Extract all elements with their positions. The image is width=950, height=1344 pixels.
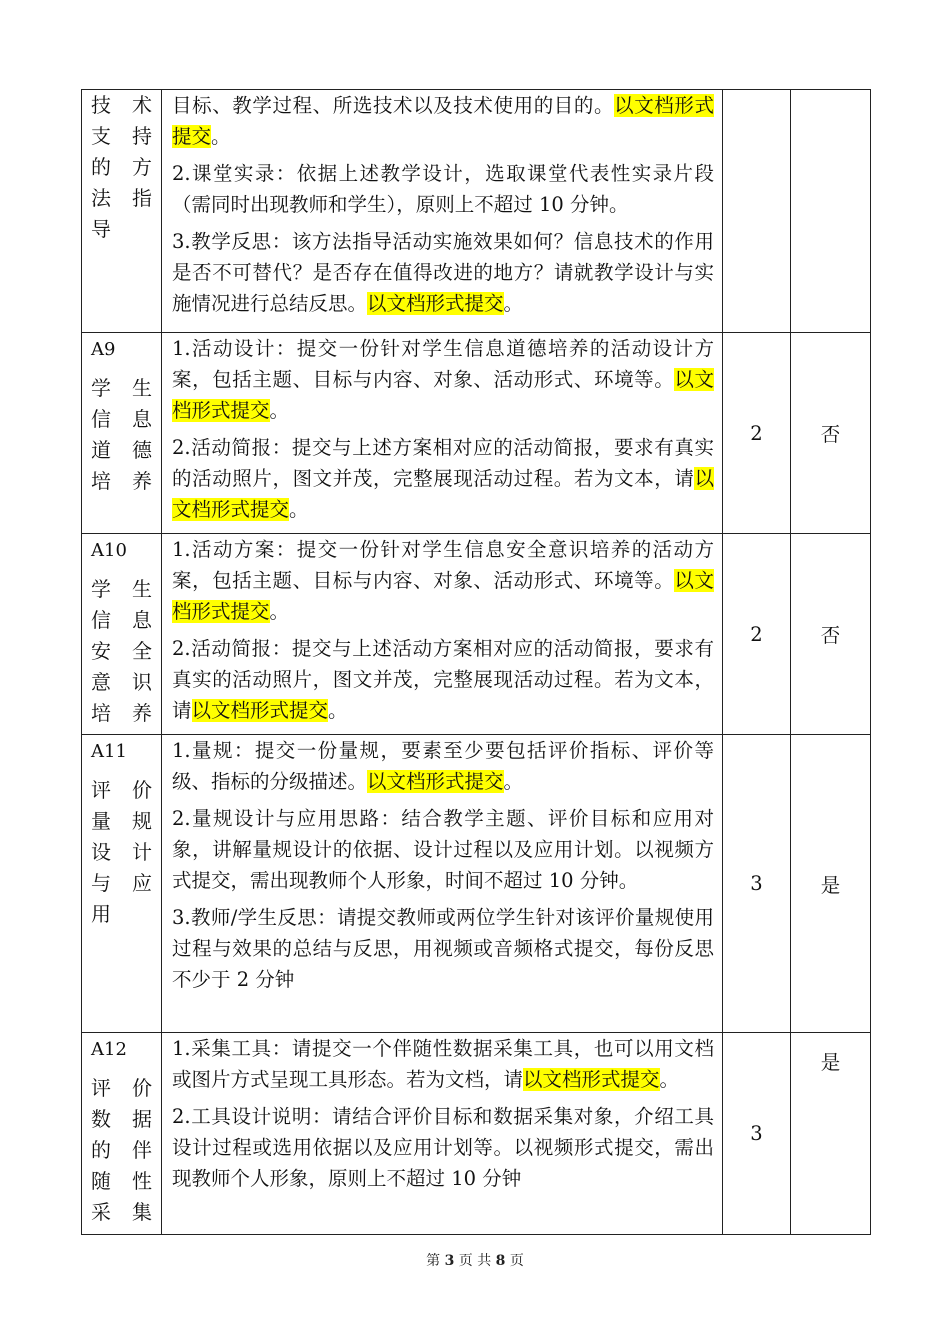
requirement-text: 3.教学反思：该方法指导活动实施效果如何？信息技术的作用是否不可替代？是否存在值得改进的地方？请就教学设计与实施情况进行总结反思。 xyxy=(172,230,714,315)
highlighted-submit-note: 以文档形式提交 xyxy=(367,292,504,315)
highlighted-submit-note: 以文档形式提交 xyxy=(523,1068,660,1091)
requirement-tail: 。 xyxy=(211,125,231,148)
requirement-tail: 。 xyxy=(289,498,309,521)
footer-middle: 页 共 xyxy=(458,1253,492,1269)
score-cell: 2 xyxy=(723,534,791,735)
highlighted-submit-note: 以文档形式提交 xyxy=(172,569,714,623)
category-cell xyxy=(82,1033,162,1235)
category-cell xyxy=(82,735,162,1033)
score-cell: 2 xyxy=(723,333,791,534)
requirements-cell xyxy=(162,1033,723,1235)
requirement-paragraph xyxy=(162,432,722,525)
requirement-paragraph xyxy=(162,90,722,152)
table-row xyxy=(82,534,871,735)
table-row xyxy=(82,90,871,333)
requirement-text: 2.量规设计与应用思路：结合教学主题、评价目标和应用对象，讲解量规设计的依据、设计过程以及应用计划。以视频方式提交，需出现教师个人形象，时间不超过 10 分钟。 xyxy=(172,807,714,892)
requirement-tail: 。 xyxy=(269,399,290,422)
page-footer xyxy=(0,1250,950,1270)
required-cell: 是 xyxy=(791,735,871,1033)
item-category: 技 术 支 持 的 方 法 指 导 xyxy=(91,93,152,241)
requirements-table xyxy=(81,89,871,1235)
requirement-paragraph xyxy=(162,534,722,627)
highlighted-submit-note: 以文档形式提交 xyxy=(172,94,714,148)
category-cell xyxy=(82,534,162,735)
score-cell xyxy=(723,90,791,333)
requirement-tail: 。 xyxy=(269,600,290,623)
requirement-paragraph xyxy=(162,1101,722,1194)
footer-current-page: 3 xyxy=(444,1253,455,1269)
requirement-paragraph xyxy=(162,902,722,995)
category-cell xyxy=(82,333,162,534)
requirements-cell xyxy=(162,333,723,534)
category-cell xyxy=(82,90,162,333)
item-code: A12 xyxy=(91,1039,127,1060)
requirement-text: 2.工具设计说明：请结合评价目标和数据采集对象，介绍工具设计过程或选用依据以及应用计划等。以视频形式提交，需出现教师个人形象，原则上不超过 10 分钟 xyxy=(172,1105,714,1190)
item-category: 学 生 信 息 安 全 意 识 培养 xyxy=(91,577,152,725)
item-code: A10 xyxy=(91,540,127,561)
requirement-text: 3.教师/学生反思：请提交教师或两位学生针对该评价量规使用过程与效果的总结与反思，用视频或音频格式提交，每份反思不少于 2 分钟 xyxy=(172,906,714,991)
requirements-cell xyxy=(162,90,723,333)
requirement-paragraph xyxy=(162,1033,722,1095)
requirement-paragraph xyxy=(162,226,722,319)
footer-prefix: 第 xyxy=(426,1253,441,1269)
requirements-cell xyxy=(162,735,723,1033)
table-row xyxy=(82,333,871,534)
requirement-tail: 。 xyxy=(328,699,348,722)
highlighted-submit-note: 以文档形式提交 xyxy=(367,770,504,793)
score-cell: 3 xyxy=(723,735,791,1033)
requirement-text: 1.活动方案：提交一份针对学生信息安全意识培养的活动方案，包括主题、目标与内容、对象、活动形式、环境等。 xyxy=(172,538,714,592)
table-body xyxy=(82,90,871,1235)
requirement-text: 2.课堂实录：依据上述教学设计，选取课堂代表性实录片段（需同时出现教师和学生），原则上不超过 10 分钟。 xyxy=(172,162,714,216)
requirement-tail: 。 xyxy=(659,1068,680,1091)
item-code: A11 xyxy=(91,741,127,762)
requirement-paragraph xyxy=(162,633,722,726)
required-cell: 否 xyxy=(791,534,871,735)
required-cell: 否 xyxy=(791,333,871,534)
highlighted-submit-note: 以文档形式提交 xyxy=(191,699,329,722)
requirement-text: 1.量规：提交一份量规，要素至少要包括评价指标、评价等级、指标的分级描述。 xyxy=(172,739,714,793)
footer-total-pages: 8 xyxy=(495,1253,506,1269)
requirement-paragraph xyxy=(162,158,722,220)
required-cell: 是 xyxy=(791,1033,871,1235)
requirements-cell xyxy=(162,534,723,735)
table-row xyxy=(82,1033,871,1235)
table-row xyxy=(82,735,871,1033)
score-cell: 3 xyxy=(723,1033,791,1235)
requirement-tail: 。 xyxy=(503,770,524,793)
requirement-text: 1.采集工具：请提交一个伴随性数据采集工具，也可以用文档或图片方式呈现工具形态。若为文档，请 xyxy=(172,1037,714,1091)
item-category: 评 价 数 据 的 伴 随 性 采集 xyxy=(91,1076,152,1224)
requirement-text: 2.活动简报：提交与上述方案相对应的活动简报，要求有真实的活动照片，图文并茂，完整展现活动过程。若为文本，请 xyxy=(172,436,714,490)
footer-suffix: 页 xyxy=(509,1253,524,1269)
requirement-text: 2.活动简报：提交与上述活动方案相对应的活动简报，要求有真实的活动照片，图文并茂，完整展现活动过程。若为文本，请 xyxy=(172,637,714,722)
requirement-text: 1.活动设计：提交一份针对学生信息道德培养的活动设计方案，包括主题、目标与内容、对象、活动形式、环境等。 xyxy=(172,337,714,391)
required-cell xyxy=(791,90,871,333)
highlighted-submit-note: 以文档形式提交 xyxy=(172,368,714,422)
requirement-tail: 。 xyxy=(503,292,524,315)
requirement-text: 目标、教学过程、所选技术以及技术使用的目的。 xyxy=(172,94,615,117)
requirement-paragraph xyxy=(162,735,722,797)
item-code: A9 xyxy=(91,339,116,360)
highlighted-submit-note: 以文档形式提交 xyxy=(172,467,714,521)
requirement-paragraph xyxy=(162,333,722,426)
item-category: 学 生 信 息 道 德 培养 xyxy=(91,376,152,493)
item-category: 评 价 量 规 设 计 与 应 用 xyxy=(91,778,152,926)
requirement-paragraph xyxy=(162,803,722,896)
